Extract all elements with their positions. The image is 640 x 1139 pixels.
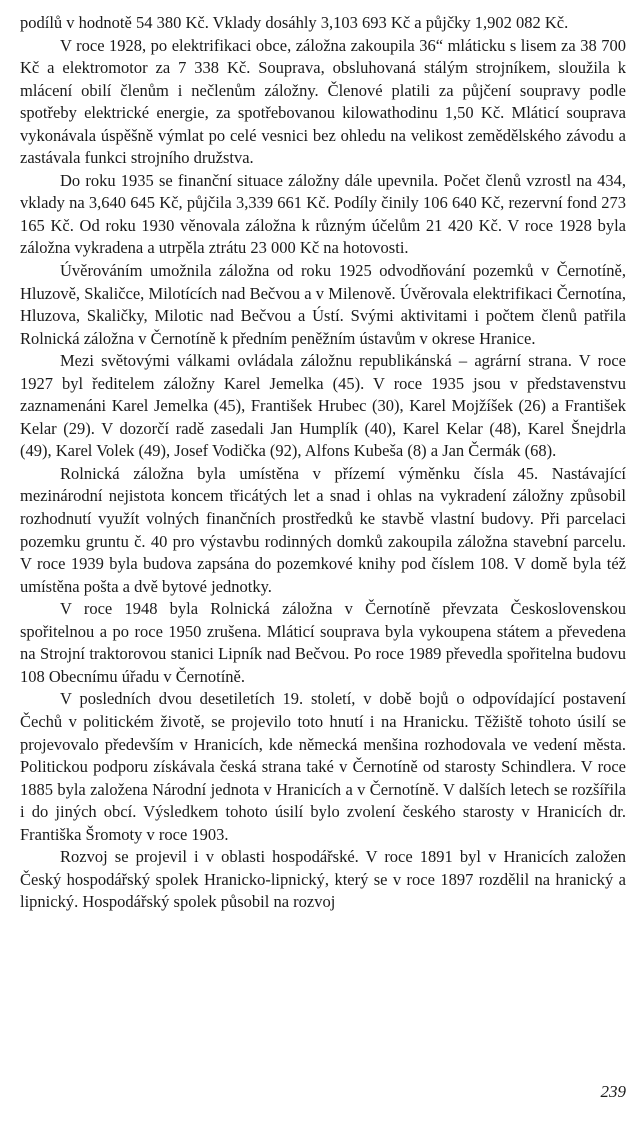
paragraph: V posledních dvou desetiletích 19. století, v době bojů o odpovídající postavení Čechů v politickém životě, se projevilo toto hnutí i na Hranicku. Těžiště tohoto úsilí se projevovalo především v Hranicích, kde německá menšina rozhodovala ve vedení města. Politickou podporu získávala česká strana také v Černotíně od starosty Schindlera. V roce 1885 byla založena Národní jednota v Hranicích a v Černotíně. V dalších letech se rozšířila i do jiných obcí. Výsledkem tohoto úsilí bylo zvolení českého starosty v Hranicích dr. Františka Šromoty v roce 1903.: [20, 689, 626, 844]
body-text: [20, 12, 626, 914]
page-number: 239: [600, 1082, 626, 1101]
paragraph: V roce 1948 byla Rolnická záložna v Černotíně převzata Československou spořitelnou a po roce 1950 zrušena. Mláticí souprava byla vykoupena státem a převedena na Strojní traktorovou stanici Lipník nad Bečvou. Po roce 1989 převedla spořitelna budovu 108 Obecnímu úřadu v Černotíně.: [20, 599, 626, 686]
paragraph: Do roku 1935 se finanční situace záložny dále upevnila. Počet členů vzrostl na 434, vklady na 3,640 645 Kč, půjčila 3,339 661 Kč. Podíly činily 106 640 Kč, rezervní fond 273 165 Kč. Od roku 1930 věnovala záložna k různým účelům 21 420 Kč. V roce 1928 byla záložna vykradena a utrpěla ztrátu 23 000 Kč na hotovosti.: [20, 170, 626, 258]
paragraph: podílů v hodnotě 54 380 Kč. Vklady dosáhly 3,103 693 Kč a půjčky 1,902 082 Kč.: [20, 13, 569, 32]
paragraph: V roce 1928, po elektrifikaci obce, záložna zakoupila 36“ mláticku s lisem za 38 700 Kč a elektromotor za 7 338 Kč. Souprava, obsluhovaná stálým strojníkem, sloužila k mlácení obilí členům i nečlenům záložny. Členové platili za půjčení soupravy podle spotřeby elektrické energie, za spotřebovanou kilowathodinu 1,50 Kč. Mláticí souprava vykonávala úspěšně výmlat po celé vesnici bez ohledu na velikost zemědělského závodu a zastávala funkci strojního družstva.: [20, 35, 626, 168]
paragraph: Úvěrováním umožnila záložna od roku 1925 odvodňování pozemků v Černotíně, Hluzově, Skaličce, Milotících nad Bečvou a v Milenově. Úvěrovala elektrifikaci Černotína, Hluzova, Skaličky, Milotic nad Bečvou a Ústí. Svými aktivitami i počtem členů patřila Rolnická záložna v Černotíně k předním peněžním ústavům v okrese Hranice.: [20, 261, 626, 348]
paragraph: Mezi světovými válkami ovládala záložnu republikánská – agrární strana. V roce 1927 byl ředitelem záložny Karel Jemelka (45). V roce 1935 jsou v představenstvu zaznamenáni Karel Jemelka (45), František Hrubec (30), Karel Mojžíšek (26) a František Kelar (29). V dozorčí radě zasedali Jan Humplík (40), Karel Kelar (48), Karel Šnejdrla (49), Karel Volek (49), Josef Vodička (92), Alfons Kubeša (8) a Jan Čermák (68).: [20, 351, 626, 461]
paragraph: Rolnická záložna byla umístěna v přízemí výměnku čísla 45. Nastávající mezinárodní nejistota koncem třicátých let a snad i ohlas na vykradení záložny způsobil rozhodnutí využít volných finančních prostředků ke stavbě vlastní budovy. Při parcelaci pozemku gruntu č. 40 pro výstavbu rodinných domků zakoupila záložna stavební parcelu. V roce 1939 byla budova zapsána do pozemkové knihy pod číslem 108. V domě byla též umístěna pošta a dvě bytové jednotky.: [20, 463, 626, 596]
paragraph: Rozvoj se projevil i v oblasti hospodářské. V roce 1891 byl v Hranicích založen Český hospodářský spolek Hranicko-lipnický, který se v roce 1897 rozdělil na hranický a lipnický. Hospodářský spolek působil na rozvoj: [20, 847, 626, 912]
